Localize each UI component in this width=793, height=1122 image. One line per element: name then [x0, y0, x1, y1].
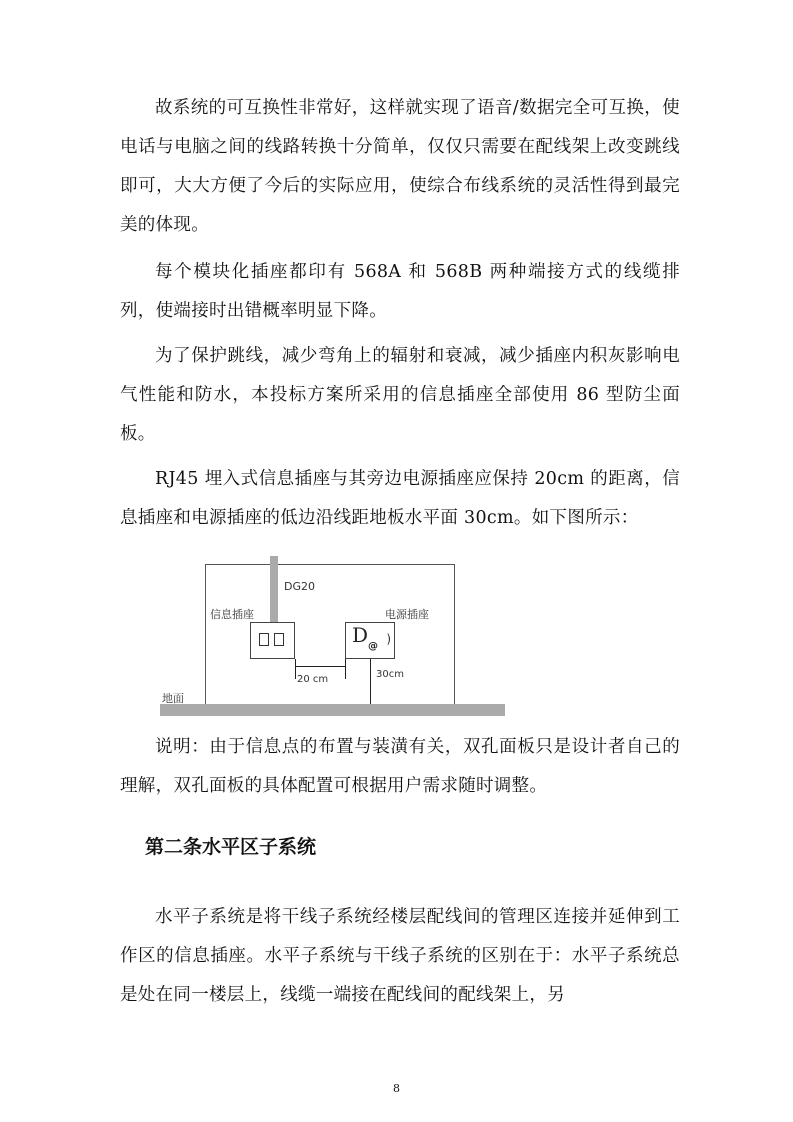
dim-tick-left: [295, 659, 296, 679]
wall-outline: [205, 564, 455, 710]
power-socket: [345, 622, 395, 659]
page-number: 8: [393, 1082, 400, 1095]
info-socket: [250, 622, 295, 659]
vertical-distance-label: 30cm: [376, 669, 404, 680]
power-socket-arc: ): [386, 632, 391, 646]
paragraph-1: 故系统的可互换性非常好，这样就实现了语音/数据完全可互换，使电话与电脑之间的线路转换十分简单，仅仅只需要在配线架上改变跳线即可，大大方便了今后的实际应用，使综合布线系统的灵活性得到最完美的体现。: [120, 98, 680, 235]
power-socket-sub: @: [368, 641, 378, 652]
floor-bar: [160, 704, 505, 716]
floor-label: 地面: [162, 692, 184, 705]
section-heading: 第二条水平区子系统: [145, 836, 317, 858]
power-socket-label: 电源插座: [385, 608, 429, 621]
conduit-label: DG20: [284, 580, 315, 593]
info-socket-label: 信息插座: [210, 608, 254, 621]
paragraph-2: 每个模块化插座都印有 568A 和 568B 两种端接方式的线缆排列，使端接时出错概率明显下降。: [120, 262, 680, 321]
power-socket-symbol: D: [352, 623, 369, 647]
socket-installation-diagram: [160, 556, 505, 721]
vertical-dimension-line: [370, 659, 371, 704]
horizontal-distance-label: 20 cm: [297, 674, 329, 685]
horizontal-dimension-line: [295, 666, 345, 667]
socket-port-right: [274, 633, 284, 646]
socket-port-left: [259, 633, 269, 646]
paragraph-4: RJ45 埋入式信息插座与其旁边电源插座应保持 20cm 的距离，信息插座和电源插座的低边沿线距地板水平面 30cm。如下图所示：: [120, 469, 680, 528]
section-paragraph: 水平子系统是将干线子系统经楼层配线间的管理区连接并延伸到工作区的信息插座。水平子系统与干线子系统的区别在于：水平子系统总是处在同一楼层上，线缆一端接在配线间的配线架上，另: [120, 907, 680, 1005]
conduit-pipe: [270, 556, 278, 628]
paragraph-3: 为了保护跳线，减少弯角上的辐射和衰减，减少插座内积灰影响电气性能和防水，本投标方案所采用的信息插座全部使用 86 型防尘面板。: [120, 346, 680, 444]
paragraph-note: 说明：由于信息点的布置与装潢有关，双孔面板只是设计者自己的理解，双孔面板的具体配置可根据用户需求随时调整。: [120, 737, 680, 796]
dim-tick-right: [345, 659, 346, 679]
